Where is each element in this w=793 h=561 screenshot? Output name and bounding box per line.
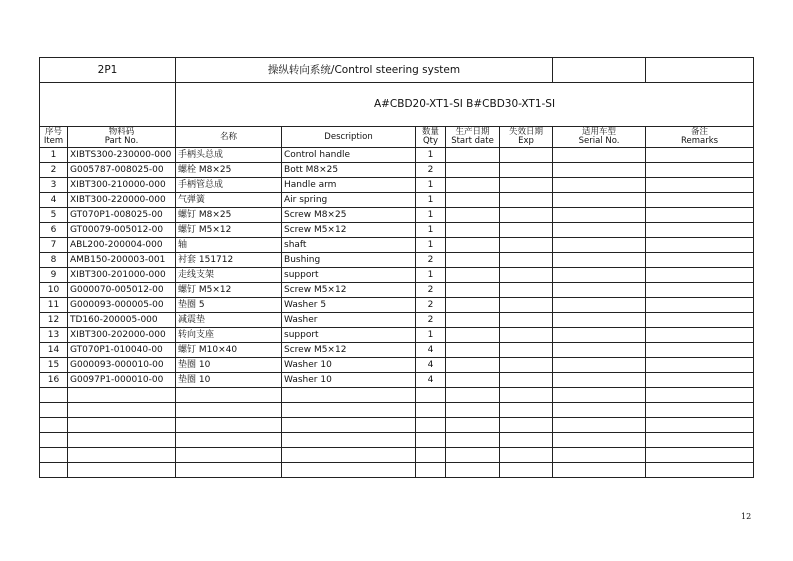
quantity: 2 bbox=[416, 298, 446, 313]
blank-cell bbox=[446, 388, 500, 403]
part-number: G0097P1-000010-00 bbox=[68, 373, 176, 388]
item-number: 4 bbox=[40, 193, 68, 208]
remarks bbox=[646, 373, 754, 388]
table-row bbox=[40, 253, 754, 268]
item-number: 16 bbox=[40, 373, 68, 388]
part-name: 转向支座 bbox=[176, 328, 282, 343]
blank-cell bbox=[416, 418, 446, 433]
part-description: Screw M5×12 bbox=[282, 223, 416, 238]
table-row bbox=[40, 208, 754, 223]
blank-cell bbox=[646, 433, 754, 448]
quantity: 4 bbox=[416, 373, 446, 388]
table-row bbox=[40, 238, 754, 253]
table-row bbox=[40, 283, 754, 298]
blank-cell bbox=[446, 418, 500, 433]
remarks bbox=[646, 223, 754, 238]
part-number: TD160-200005-000 bbox=[68, 313, 176, 328]
exp-date bbox=[500, 373, 553, 388]
blank-cell bbox=[646, 58, 754, 83]
serial-no bbox=[553, 373, 646, 388]
part-name: 垫圈 5 bbox=[176, 298, 282, 313]
part-description: Control handle bbox=[282, 148, 416, 163]
blank-cell bbox=[68, 418, 176, 433]
part-description: Washer 10 bbox=[282, 358, 416, 373]
header-description: Description bbox=[282, 127, 416, 148]
system-title: 操纵转向系统/Control steering system bbox=[176, 58, 553, 83]
exp-date bbox=[500, 253, 553, 268]
start-date bbox=[446, 208, 500, 223]
item-number: 12 bbox=[40, 313, 68, 328]
start-date bbox=[446, 313, 500, 328]
title-row bbox=[40, 58, 754, 83]
blank-cell bbox=[282, 418, 416, 433]
exp-date bbox=[500, 268, 553, 283]
exp-date bbox=[500, 223, 553, 238]
empty-row bbox=[40, 388, 754, 403]
start-date bbox=[446, 178, 500, 193]
part-number: XIBT300-220000-000 bbox=[68, 193, 176, 208]
start-date bbox=[446, 193, 500, 208]
item-number: 11 bbox=[40, 298, 68, 313]
exp-date bbox=[500, 313, 553, 328]
serial-no bbox=[553, 208, 646, 223]
remarks bbox=[646, 178, 754, 193]
start-date bbox=[446, 298, 500, 313]
exp-date bbox=[500, 328, 553, 343]
part-description: Screw M5×12 bbox=[282, 283, 416, 298]
blank-cell bbox=[416, 433, 446, 448]
part-name: 轴 bbox=[176, 238, 282, 253]
remarks bbox=[646, 268, 754, 283]
part-number: G000093-000005-00 bbox=[68, 298, 176, 313]
item-number: 6 bbox=[40, 223, 68, 238]
remarks bbox=[646, 163, 754, 178]
part-name: 减震垫 bbox=[176, 313, 282, 328]
blank-cell bbox=[500, 448, 553, 463]
item-number: 14 bbox=[40, 343, 68, 358]
blank-cell bbox=[500, 388, 553, 403]
model-row bbox=[40, 83, 754, 127]
serial-no bbox=[553, 283, 646, 298]
remarks bbox=[646, 343, 754, 358]
part-description: Screw M8×25 bbox=[282, 208, 416, 223]
blank-cell bbox=[176, 448, 282, 463]
start-date bbox=[446, 343, 500, 358]
blank-cell bbox=[282, 463, 416, 478]
serial-no bbox=[553, 358, 646, 373]
part-description: support bbox=[282, 328, 416, 343]
blank-cell bbox=[282, 448, 416, 463]
table-row bbox=[40, 358, 754, 373]
serial-no bbox=[553, 298, 646, 313]
group-code: 2P1 bbox=[40, 58, 176, 83]
exp-date bbox=[500, 193, 553, 208]
exp-date bbox=[500, 298, 553, 313]
part-name: 螺钉 M5×12 bbox=[176, 283, 282, 298]
header-item: 序号 Item bbox=[40, 127, 68, 148]
part-number: ABL200-200004-000 bbox=[68, 238, 176, 253]
quantity: 2 bbox=[416, 253, 446, 268]
blank-cell bbox=[176, 403, 282, 418]
blank-cell bbox=[446, 433, 500, 448]
blank-cell bbox=[553, 448, 646, 463]
remarks bbox=[646, 238, 754, 253]
part-name: 走线支架 bbox=[176, 268, 282, 283]
serial-no bbox=[553, 253, 646, 268]
quantity: 4 bbox=[416, 358, 446, 373]
blank-cell bbox=[40, 418, 68, 433]
blank-cell bbox=[446, 448, 500, 463]
empty-row bbox=[40, 463, 754, 478]
part-number: GT070P1-008025-00 bbox=[68, 208, 176, 223]
part-number: G000093-000010-00 bbox=[68, 358, 176, 373]
header-remarks: 备注 Remarks bbox=[646, 127, 754, 148]
blank-cell bbox=[500, 463, 553, 478]
exp-date bbox=[500, 208, 553, 223]
part-number: G005787-008025-00 bbox=[68, 163, 176, 178]
blank-cell bbox=[40, 463, 68, 478]
blank-cell bbox=[176, 418, 282, 433]
table-row bbox=[40, 163, 754, 178]
page-number: 12 bbox=[741, 512, 752, 521]
blank-cell bbox=[40, 403, 68, 418]
part-name: 手柄头总成 bbox=[176, 148, 282, 163]
remarks bbox=[646, 313, 754, 328]
table-row bbox=[40, 373, 754, 388]
blank-cell bbox=[416, 403, 446, 418]
part-name: 垫圈 10 bbox=[176, 358, 282, 373]
part-number: XIBT300-202000-000 bbox=[68, 328, 176, 343]
blank-cell bbox=[40, 83, 176, 127]
start-date bbox=[446, 238, 500, 253]
quantity: 1 bbox=[416, 148, 446, 163]
item-number: 2 bbox=[40, 163, 68, 178]
table-row bbox=[40, 298, 754, 313]
part-description: Washer 10 bbox=[282, 373, 416, 388]
blank-cell bbox=[176, 463, 282, 478]
item-number: 3 bbox=[40, 178, 68, 193]
blank-cell bbox=[646, 403, 754, 418]
blank-cell bbox=[416, 388, 446, 403]
table-row bbox=[40, 313, 754, 328]
quantity: 1 bbox=[416, 223, 446, 238]
part-number: XIBT300-201000-000 bbox=[68, 268, 176, 283]
start-date bbox=[446, 148, 500, 163]
start-date bbox=[446, 373, 500, 388]
empty-row bbox=[40, 433, 754, 448]
exp-date bbox=[500, 148, 553, 163]
blank-cell bbox=[176, 433, 282, 448]
quantity: 1 bbox=[416, 208, 446, 223]
quantity: 1 bbox=[416, 238, 446, 253]
parts-list-table bbox=[39, 57, 754, 478]
blank-cell bbox=[500, 418, 553, 433]
part-name: 螺钉 M10×40 bbox=[176, 343, 282, 358]
exp-date bbox=[500, 238, 553, 253]
table-row bbox=[40, 193, 754, 208]
blank-cell bbox=[553, 403, 646, 418]
part-description: Bott M8×25 bbox=[282, 163, 416, 178]
table-row bbox=[40, 223, 754, 238]
part-description: shaft bbox=[282, 238, 416, 253]
blank-cell bbox=[282, 433, 416, 448]
part-number: G000070-005012-00 bbox=[68, 283, 176, 298]
remarks bbox=[646, 193, 754, 208]
remarks bbox=[646, 253, 754, 268]
part-name: 衬套 151712 bbox=[176, 253, 282, 268]
item-number: 8 bbox=[40, 253, 68, 268]
part-name: 气弹簧 bbox=[176, 193, 282, 208]
applicable-models: A#CBD20-XT1-SI B#CBD30-XT1-SI bbox=[176, 83, 754, 127]
quantity: 1 bbox=[416, 268, 446, 283]
table-row bbox=[40, 148, 754, 163]
start-date bbox=[446, 253, 500, 268]
remarks bbox=[646, 298, 754, 313]
empty-row bbox=[40, 418, 754, 433]
blank-cell bbox=[68, 403, 176, 418]
quantity: 2 bbox=[416, 283, 446, 298]
start-date bbox=[446, 283, 500, 298]
part-description: support bbox=[282, 268, 416, 283]
quantity: 2 bbox=[416, 313, 446, 328]
header-serial-no: 适用车型 Serial No. bbox=[553, 127, 646, 148]
column-header-row bbox=[40, 127, 754, 148]
remarks bbox=[646, 148, 754, 163]
exp-date bbox=[500, 178, 553, 193]
blank-cell bbox=[646, 448, 754, 463]
blank-cell bbox=[68, 388, 176, 403]
table-row bbox=[40, 328, 754, 343]
serial-no bbox=[553, 343, 646, 358]
blank-cell bbox=[553, 418, 646, 433]
blank-cell bbox=[500, 433, 553, 448]
blank-cell bbox=[553, 463, 646, 478]
blank-cell bbox=[646, 418, 754, 433]
quantity: 1 bbox=[416, 193, 446, 208]
blank-cell bbox=[40, 388, 68, 403]
blank-cell bbox=[553, 58, 646, 83]
serial-no bbox=[553, 268, 646, 283]
start-date bbox=[446, 358, 500, 373]
part-name: 垫圈 10 bbox=[176, 373, 282, 388]
item-number: 15 bbox=[40, 358, 68, 373]
blank-cell bbox=[40, 433, 68, 448]
serial-no bbox=[553, 328, 646, 343]
quantity: 4 bbox=[416, 343, 446, 358]
table-row bbox=[40, 178, 754, 193]
blank-cell bbox=[500, 403, 553, 418]
serial-no bbox=[553, 238, 646, 253]
part-number: XIBTS300-230000-000 bbox=[68, 148, 176, 163]
item-number: 10 bbox=[40, 283, 68, 298]
part-description: Washer 5 bbox=[282, 298, 416, 313]
blank-cell bbox=[282, 388, 416, 403]
part-description: Air spring bbox=[282, 193, 416, 208]
quantity: 2 bbox=[416, 163, 446, 178]
blank-cell bbox=[68, 463, 176, 478]
remarks bbox=[646, 358, 754, 373]
exp-date bbox=[500, 343, 553, 358]
item-number: 7 bbox=[40, 238, 68, 253]
header-part-no: 物料码 Part No. bbox=[68, 127, 176, 148]
blank-cell bbox=[553, 388, 646, 403]
serial-no bbox=[553, 178, 646, 193]
header-qty: 数量 Qty bbox=[416, 127, 446, 148]
exp-date bbox=[500, 163, 553, 178]
blank-cell bbox=[40, 448, 68, 463]
serial-no bbox=[553, 313, 646, 328]
serial-no bbox=[553, 163, 646, 178]
header-start-date: 生产日期 Start date bbox=[446, 127, 500, 148]
start-date bbox=[446, 223, 500, 238]
header-exp: 失效日期 Exp bbox=[500, 127, 553, 148]
table-row bbox=[40, 343, 754, 358]
quantity: 1 bbox=[416, 328, 446, 343]
remarks bbox=[646, 328, 754, 343]
item-number: 1 bbox=[40, 148, 68, 163]
part-name: 螺钉 M5×12 bbox=[176, 223, 282, 238]
start-date bbox=[446, 163, 500, 178]
start-date bbox=[446, 328, 500, 343]
part-description: Handle arm bbox=[282, 178, 416, 193]
item-number: 13 bbox=[40, 328, 68, 343]
part-number: AMB150-200003-001 bbox=[68, 253, 176, 268]
part-description: Screw M5×12 bbox=[282, 343, 416, 358]
start-date bbox=[446, 268, 500, 283]
item-number: 9 bbox=[40, 268, 68, 283]
quantity: 1 bbox=[416, 178, 446, 193]
header-name: 名称 bbox=[176, 127, 282, 148]
serial-no bbox=[553, 148, 646, 163]
part-number: GT00079-005012-00 bbox=[68, 223, 176, 238]
serial-no bbox=[553, 223, 646, 238]
remarks bbox=[646, 283, 754, 298]
remarks bbox=[646, 208, 754, 223]
part-number: XIBT300-210000-000 bbox=[68, 178, 176, 193]
part-name: 手柄管总成 bbox=[176, 178, 282, 193]
blank-cell bbox=[646, 463, 754, 478]
blank-cell bbox=[416, 463, 446, 478]
part-name: 螺栓 M8×25 bbox=[176, 163, 282, 178]
exp-date bbox=[500, 283, 553, 298]
serial-no bbox=[553, 193, 646, 208]
blank-cell bbox=[176, 388, 282, 403]
exp-date bbox=[500, 358, 553, 373]
table-row bbox=[40, 268, 754, 283]
part-number: GT070P1-010040-00 bbox=[68, 343, 176, 358]
blank-cell bbox=[553, 433, 646, 448]
blank-cell bbox=[646, 388, 754, 403]
blank-cell bbox=[446, 463, 500, 478]
item-number: 5 bbox=[40, 208, 68, 223]
empty-row bbox=[40, 448, 754, 463]
empty-row bbox=[40, 403, 754, 418]
part-description: Washer bbox=[282, 313, 416, 328]
blank-cell bbox=[416, 448, 446, 463]
part-description: Bushing bbox=[282, 253, 416, 268]
blank-cell bbox=[68, 448, 176, 463]
blank-cell bbox=[68, 433, 176, 448]
blank-cell bbox=[282, 403, 416, 418]
blank-cell bbox=[446, 403, 500, 418]
part-name: 螺钉 M8×25 bbox=[176, 208, 282, 223]
